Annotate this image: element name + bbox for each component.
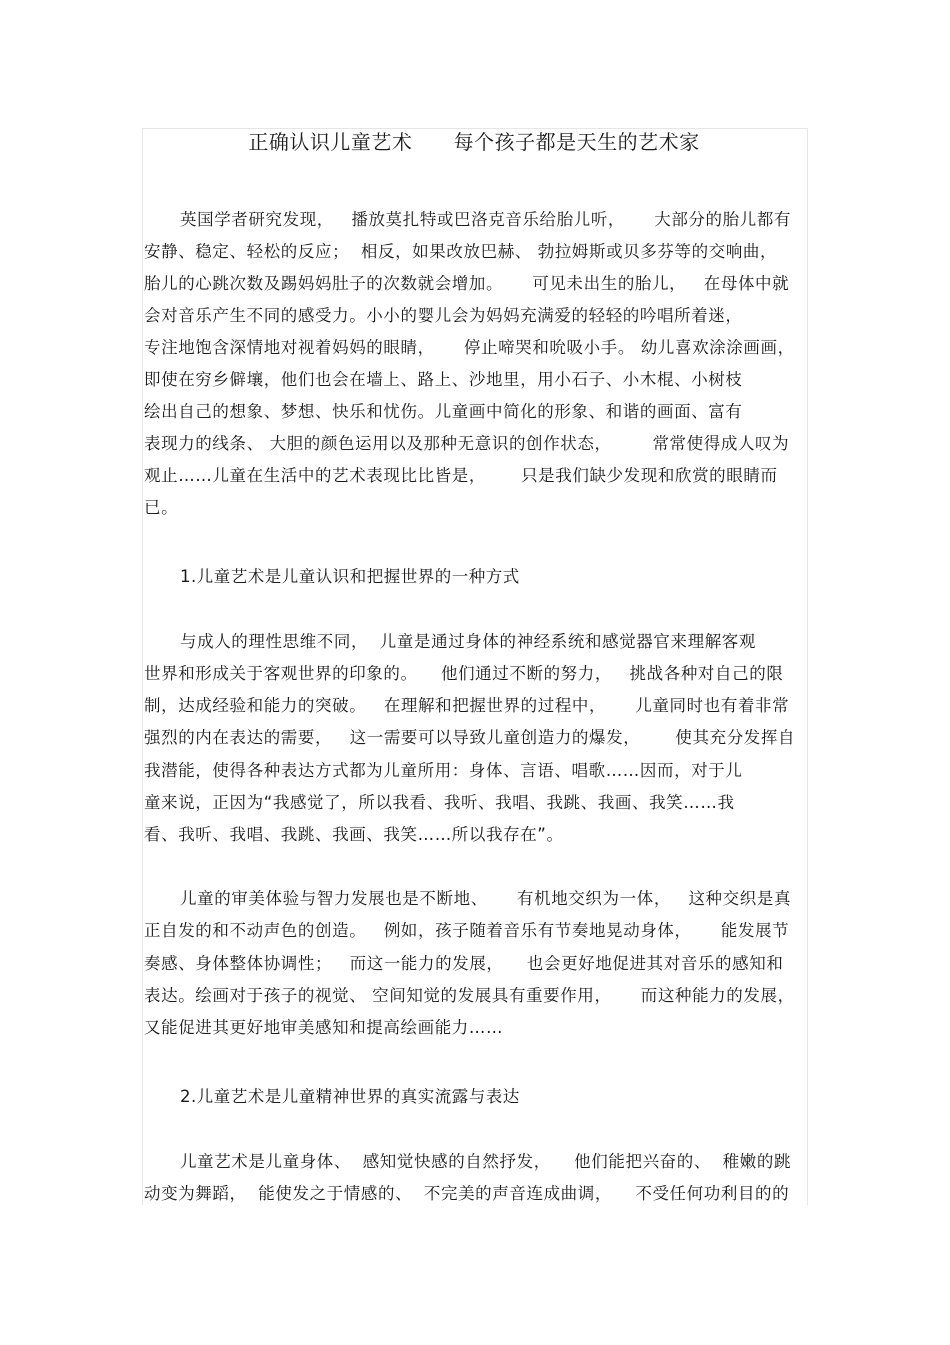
paragraph-1-line: 即使在穷乡僻壤，他们也会在墙上、路上、沙地里，用小石子、小木棍、小树枝: [144, 370, 743, 389]
document-title: 正确认识儿童艺术 每个孩子都是天生的艺术家: [248, 130, 700, 154]
paragraph-2-line: 世界和形成关于客观世界的印象的。 他们通过不断的努力， 挑战各种对自己的限: [144, 664, 784, 683]
paragraph-2-line: 我潜能，使得各种表达方式都为儿童所用：身体、言语、唱歌……因而，对于儿: [144, 761, 743, 780]
paragraph-3-line: 又能促进其更好地审美感知和提高绘画能力……: [144, 1018, 504, 1037]
paragraph-2-line: 与成人的理性思维不同， 儿童是通过身体的神经系统和感觉器官来理解客观: [180, 632, 756, 651]
paragraph-4-line: 儿童艺术是儿童身体、 感知觉快感的自然抒发， 他们能把兴奋的、 稚嫩的跳: [180, 1152, 792, 1171]
section-heading-1: 1.儿童艺术是儿童认识和把握世界的一种方式: [180, 567, 520, 586]
paragraph-1-line: 安静、稳定、轻松的反应； 相反，如果改放巴赫、 勃拉姆斯或贝多芬等的交响曲，: [144, 242, 778, 261]
paragraph-2-line: 强烈的内在表达的需要， 这一需要可以导致儿童创造力的爆发， 使其充分发挥自: [144, 728, 796, 747]
paragraph-3-line: 表达。绘画对于孩子的视觉、 空间知觉的发展具有重要作用， 而这种能力的发展，: [144, 986, 795, 1005]
paragraph-1-line: 胎儿的心跳次数及踢妈妈肚子的次数就会增加。 可见未出生的胎儿， 在母体中就: [144, 274, 790, 293]
paragraph-1-line: 表现力的线条、 大胆的颜色运用以及那种无意识的创作状态， 常常使得成人叹为: [144, 434, 790, 453]
paragraph-1-line: 专注地饱含深情地对视着妈妈的眼睛， 停止啼哭和吮吸小手。 幼儿喜欢涂涂画画，: [144, 338, 795, 357]
paragraph-2-line: 制，达成经验和能力的突破。 在理解和把握世界的过程中， 儿童同时也有着非常: [144, 696, 790, 715]
paragraph-3-line: 奏感、身体整体协调性； 而这一能力的发展， 也会更好地促进其对音乐的感知和: [144, 954, 784, 973]
paragraph-2-line: 看、我听、我唱、我跳、我画、我笑……所以我存在”。: [144, 825, 564, 844]
paragraph-1-line: 会对音乐产生不同的感受力。小小的婴儿会为妈妈充满爱的轻轻的吟唱所着迷，: [144, 306, 743, 325]
paragraph-1-line: 已。: [144, 498, 179, 517]
paragraph-4-line: 动变为舞蹈， 能使发之于情感的、 不完美的声音连成曲调， 不受任何功利目的的: [144, 1184, 790, 1203]
paragraph-1-line: 绘出自己的想象、梦想、快乐和忧伤。儿童画中简化的形象、和谐的画面、富有: [144, 402, 743, 421]
paragraph-2-line: 童来说，正因为“我感觉了，所以我看、我听、我唱、我跳、我画、我笑……我: [144, 793, 735, 812]
paragraph-1-line: 英国学者研究发现， 播放莫扎特或巴洛克音乐给胎儿听， 大部分的胎儿都有: [180, 210, 792, 229]
paragraph-3-line: 儿童的审美体验与智力发展也是不断地、 有机地交织为一体， 这种交织是真: [180, 889, 792, 908]
paragraph-3-line: 正自发的和不动声色的创造。 例如，孩子随着音乐有节奏地晃动身体， 能发展节: [144, 921, 790, 940]
paragraph-1-line: 观止……儿童在生活中的艺术表现比比皆是， 只是我们缺少发现和欣赏的眼睛而: [144, 466, 778, 485]
section-heading-2: 2.儿童艺术是儿童精神世界的真实流露与表达: [180, 1087, 520, 1106]
